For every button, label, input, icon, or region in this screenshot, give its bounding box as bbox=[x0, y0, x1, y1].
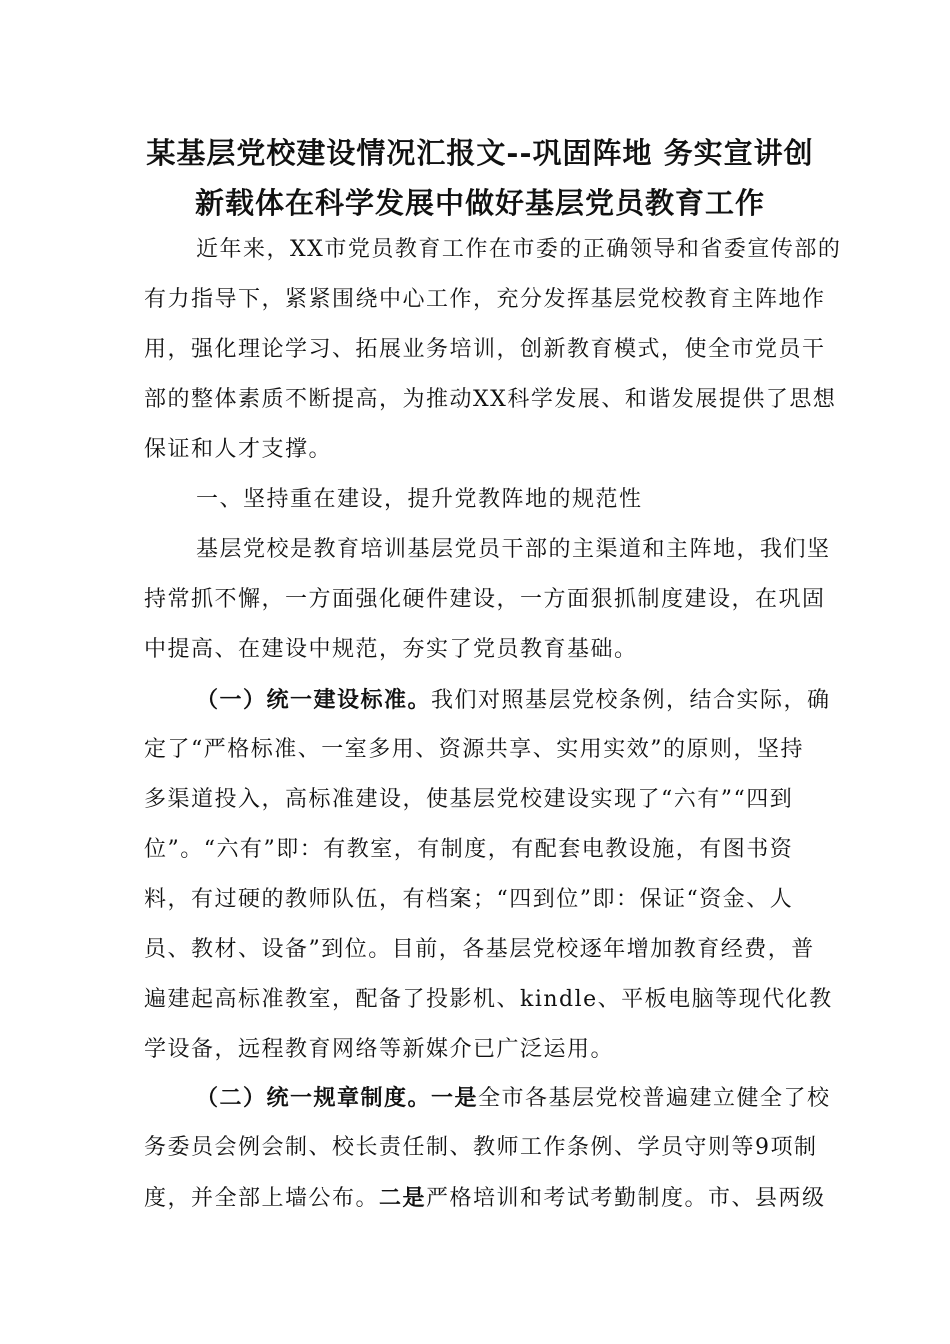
paragraph-2-line: 基层党校是教育培训基层党员干部的主渠道和主阵地，我们坚 bbox=[196, 537, 831, 562]
paragraph-1-line: 保证和人才支撑。 bbox=[144, 437, 333, 462]
paragraph-4-lead: （二）统一规章制度。 bbox=[196, 1085, 432, 1111]
paragraph-3-line: 料，有过硬的教师队伍，有档案；“四到位”即：保证“资金、人 bbox=[144, 887, 794, 912]
paragraph-3-line: 定了“严格标准、一室多用、资源共享、实用实效”的原则，坚持 bbox=[144, 737, 804, 762]
paragraph-3-line: 多渠道投入，高标准建设，使基层党校建设实现了“六有”“四到 bbox=[144, 787, 794, 812]
paragraph-1-line: 用，强化理论学习、拓展业务培训，创新教育模式，使全市党员干 bbox=[144, 337, 826, 362]
paragraph-4-line-3-b: 严格培训和考试考勤制度。市、县两级 bbox=[426, 1186, 826, 1211]
paragraph-1-line: 近年来，XX市党员教育工作在市委的正确领导和省委宣传部的 bbox=[196, 237, 842, 262]
paragraph-2-line: 中提高、在建设中规范，夯实了党员教育基础。 bbox=[144, 637, 638, 662]
paragraph-4-first-line bbox=[196, 1073, 831, 1124]
paragraph-3-lead: （一）统一建设标准。 bbox=[196, 687, 432, 713]
paragraph-3-line: 学设备，远程教育网络等新媒介已广泛运用。 bbox=[144, 1037, 615, 1062]
paragraph-3-first-line bbox=[196, 675, 831, 726]
paragraph-1-line: 部的整体素质不断提高，为推动XX科学发展、和谐发展提供了思想 bbox=[144, 387, 837, 412]
document-title-line-1: 某基层党校建设情况汇报文--巩固阵地 务实宣讲创 bbox=[146, 136, 814, 170]
paragraph-2-line: 持常抓不懈，一方面强化硬件建设，一方面狠抓制度建设，在巩固 bbox=[144, 587, 826, 612]
paragraph-4-line-3 bbox=[144, 1173, 826, 1224]
paragraph-4-marker-yi: 一是 bbox=[431, 1085, 479, 1111]
document-title-line-2: 新载体在科学发展中做好基层党员教育工作 bbox=[194, 186, 765, 220]
paragraph-3-first-rest: 我们对照基层党校条例，结合实际，确 bbox=[431, 688, 831, 713]
paragraph-1-line: 有力指导下，紧紧围绕中心工作，充分发挥基层党校教育主阵地作 bbox=[144, 287, 826, 312]
paragraph-3-line: 位”。“六有”即：有教室，有制度，有配套电教设施，有图书资 bbox=[144, 837, 794, 862]
section-heading-1: 一、坚持重在建设，提升党教阵地的规范性 bbox=[196, 487, 643, 512]
paragraph-4-first-rest: 全市各基层党校普遍建立健全了校 bbox=[478, 1086, 831, 1111]
paragraph-3-line: 员、教材、设备”到位。目前，各基层党校逐年增加教育经费，普 bbox=[144, 937, 815, 962]
paragraph-4-marker-er: 二是 bbox=[379, 1185, 427, 1211]
paragraph-4-line-3-a: 度，并全部上墙公布。 bbox=[144, 1186, 380, 1211]
paragraph-3-line: 遍建起高标准教室，配备了投影机、kindle、平板电脑等现代化教 bbox=[144, 987, 833, 1012]
paragraph-4-line: 务委员会例会制、校长责任制、教师工作条例、学员守则等9项制 bbox=[144, 1135, 818, 1160]
